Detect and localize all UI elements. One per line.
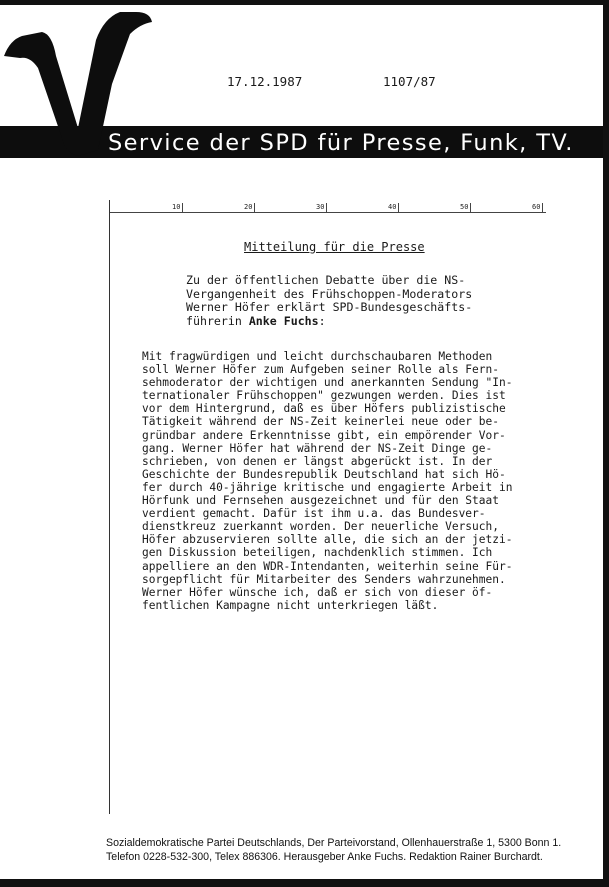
body-line: ternationaler Frühschoppen" gezwungen werden. Dies ist [142,389,506,403]
ruler-mark-60: 60 [532,203,541,211]
ruler-tick [254,203,255,212]
ruler-mark-10: 10 [172,203,181,211]
body-line: Hörfunk und Fernsehen ausgezeichnet und für den Staat [142,494,499,508]
body-line: Geschichte der Bundesrepublik Deutschland hat sich Hö- [142,467,506,481]
body-line: gang. Werner Höfer hat während der NS-Zeit Dinge ge- [142,441,493,455]
body-line: Höfer abzuservieren sollte alle, die sich an der jetzi- [142,533,513,547]
ruler-mark-50: 50 [460,203,469,211]
ruler-tick [470,203,471,212]
body-line: Mit fragwürdigen und leicht durchschaubaren Methoden [142,350,493,363]
body-line: Werner Höfer wünsche ich, daß er sich von dieser öf- [142,585,493,599]
body-line: fentlichen Kampagne nicht unterkriegen läßt. [142,598,439,612]
scan-border-right [603,0,609,887]
press-release-heading: Mitteilung für die Presse [244,240,425,254]
statement-body [142,350,534,612]
intro-line-prefix: führerin [186,313,249,328]
body-line: schrieben, von denen er längst abgerückt ist. In der [142,454,493,468]
ruler-mark-30: 30 [316,203,325,211]
body-line: gen Diskussion beteiligen, nachdenklich stimmen. Ich [142,546,493,560]
letterhead-title: Service der SPD für Presse, Funk, TV. [108,130,574,156]
footer-address: Sozialdemokratische Partei Deutschlands, Der Parteivorstand, Ollenhauerstraße 1, 5300 Bonn 1. [106,837,562,849]
ruler-baseline [110,212,546,213]
typewriter-ruler [110,203,546,213]
body-line: appelliere an den WDR-Intendanten, weiterhin seine Für- [142,559,513,573]
body-line: sehmoderator der wichtigen und anerkannten Sendung "In- [142,376,513,390]
intro-line-suffix: : [318,313,326,328]
ruler-tick [542,203,543,212]
body-line: gründbar andere Erkenntnisse gibt, ein empörender Vor- [142,428,506,442]
ruler-tick [398,203,399,212]
body-line: dienstkreuz zuerkannt worden. Der neuerliche Versuch, [142,520,499,534]
intro-speaker-name: Anke Fuchs [248,313,319,328]
document-number: 1107/87 [383,74,436,89]
body-line: verdient gemacht. Dafür ist ihm u.a. das Bundesver- [142,507,486,521]
scan-border-bottom [0,879,609,887]
intro-paragraph [186,274,472,328]
intro-line: Werner Höfer erklärt SPD-Bundesgeschäfts- [186,300,473,314]
letterhead-footer [106,836,576,864]
ruler-tick [326,203,327,212]
document-date: 17.12.1987 [227,74,303,89]
body-line: sorgepflicht für Mitarbeiter des Senders wahrzunehmen. [142,572,506,586]
intro-line: Zu der öffentlichen Debatte über die NS- [186,273,466,287]
body-line: Tätigkeit während der NS-Zeit keinerlei neue oder be- [142,415,499,429]
ruler-mark-40: 40 [388,203,397,211]
intro-line: Vergangenheit des Frühschoppen-Moderators [186,286,473,301]
footer-contact: Telefon 0228-532-300, Telex 886306. Herausgeber Anke Fuchs. Redaktion Rainer Burchardt. [106,851,543,863]
ruler-mark-20: 20 [244,203,253,211]
ruler-tick [182,203,183,212]
body-line: vor dem Hintergrund, daß es über Höfers publizistische [142,402,506,416]
body-line: fer durch 40-jährige kritische und engagierte Arbeit in [142,480,513,494]
left-margin-line [109,200,110,814]
body-line: soll Werner Höfer zum Aufgeben seiner Rolle als Fern- [142,363,499,377]
